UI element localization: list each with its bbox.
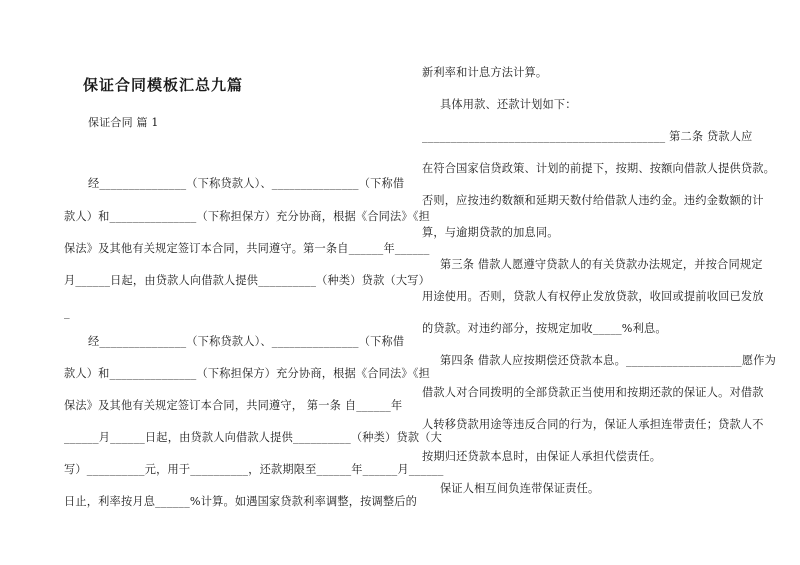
paragraph-line: 日止，利率按月息______%计算。如遇国家贷款利率调整，按调整后的 xyxy=(64,495,418,508)
paragraph-line: 写）__________元，用于__________，还款期限至______年______月______ xyxy=(64,463,444,476)
paragraph-line: 款人）和_______________（下称担保方）充分协商，根据《合同法》《担 xyxy=(64,210,430,223)
paragraph-line: 保法》及其他有关规定签订本合同，共同遵守， 第一条 自______年 xyxy=(64,399,403,412)
paragraph-line: 的贷款。对违约部分，按规定加收_____%利息。 xyxy=(422,322,667,335)
paragraph-line: 具体用款、还款计划如下： xyxy=(440,98,577,111)
paragraph-line: 按期归还贷款本息时，由保证人承担代偿责任。 xyxy=(422,450,662,463)
paragraph-line: 算，与逾期贷款的加息同。 xyxy=(422,226,559,239)
paragraph-line: 人转移贷款用途等违反合同的行为，保证人承担连带责任；贷款人不 xyxy=(422,418,764,431)
paragraph-line: 第三条 借款人愿遵守贷款人的有关贷款办法规定，并按合同规定 xyxy=(440,258,763,271)
paragraph-line: 第四条 借款人应按期偿还贷款本息。____________________愿作为 xyxy=(440,354,776,367)
paragraph-line: 款人）和_______________（下称担保方）充分协商，根据《合同法》《担 xyxy=(64,367,430,380)
paragraph-line: 用途使用。否则，贷款人有权停止发放贷款，收回或提前收回已发放 xyxy=(422,290,764,303)
paragraph-line: 月______日起，由贷款人向借款人提供__________（种类）贷款（大写） xyxy=(64,274,431,287)
paragraph-line: 经_______________（下称贷款人）、_______________（下称借 xyxy=(88,177,405,190)
paragraph-line: 在符合国家信贷政策、计划的前提下，按期、按额向借款人提供贷款。 xyxy=(422,162,776,175)
paragraph-line: ______月______日起，由贷款人向借款人提供__________（种类）贷款（大 xyxy=(64,431,442,444)
paragraph-line: _ xyxy=(64,306,70,319)
paragraph-line: 新利率和计息方法计算。 xyxy=(422,66,548,79)
paragraph-line: 保证人相互间负连带保证责任。 xyxy=(440,482,600,495)
paragraph-line: 借款人对合同拨明的全部贷款正当使用和按期还款的保证人。对借款 xyxy=(422,386,764,399)
paragraph-line: __________________________________________ 第二条 贷款人应 xyxy=(422,130,753,143)
paragraph-line: 否则，应按违约数额和延期天数付给借款人违约金。违约金数额的计 xyxy=(422,194,764,207)
paragraph-line: 保法》及其他有关规定签订本合同，共同遵守。第一条自______年______ xyxy=(64,242,430,255)
paragraph-line: 经_______________（下称贷款人）、_______________（下称借 xyxy=(88,335,405,348)
section-subtitle: 保证合同 篇 1 xyxy=(88,116,159,129)
document-title: 保证合同模板汇总九篇 xyxy=(83,76,244,94)
